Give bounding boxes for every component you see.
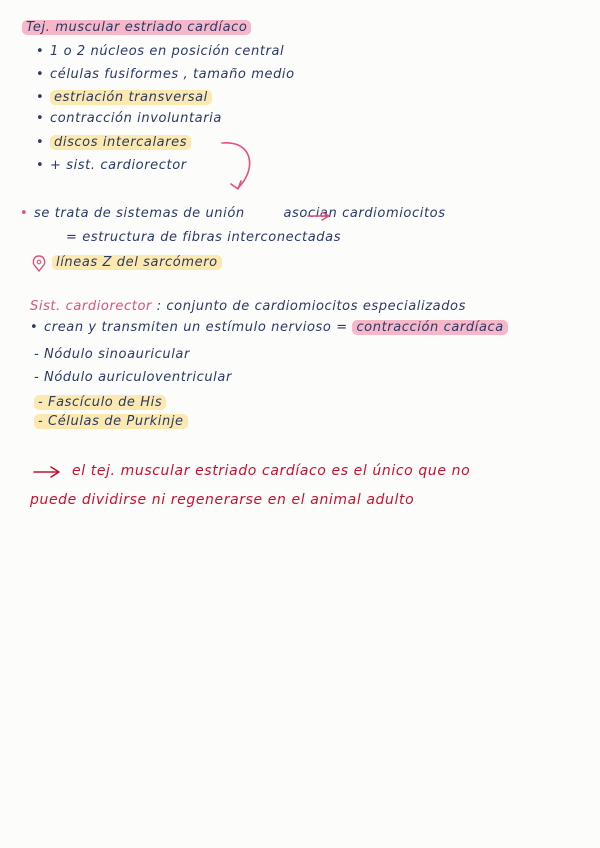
- union-line-2: [66, 230, 341, 245]
- bullet-text: 1 o 2 núcleos en posición central: [50, 44, 285, 59]
- union-text-b: asocian cardiomiocitos: [283, 206, 446, 221]
- conclusion-text-2: puede dividirse ni regenerarse en el animal adulto: [30, 492, 415, 508]
- bullet-item: [36, 158, 187, 173]
- bullet-text: contracción involuntaria: [50, 111, 222, 126]
- sist-definition: [30, 299, 466, 314]
- sist-text-a: crean y transmiten un estímulo nervioso =: [44, 320, 348, 335]
- sist-item-text: - Fascículo de His: [34, 395, 166, 410]
- bullet-text: discos intercalares: [50, 135, 191, 150]
- sist-line-2: [30, 320, 508, 335]
- conclusion-line-2: [30, 492, 414, 508]
- bullet-dot: •: [36, 90, 45, 105]
- bullet-text: + sist. cardiorector: [50, 158, 187, 173]
- bullet-dot: •: [36, 44, 45, 59]
- conclusion-text-1: el tej. muscular estriado cardíaco es el único que no: [72, 463, 471, 479]
- red-arrow-icon: [34, 467, 59, 477]
- page-title: [22, 20, 251, 35]
- bullet-dot: •: [36, 67, 45, 82]
- bullet-dot: •: [36, 111, 45, 126]
- bullet-text: estriación transversal: [50, 90, 212, 105]
- title-text: Tej. muscular estriado cardíaco: [22, 20, 251, 35]
- bullet-item: [36, 44, 284, 59]
- union-text-a: se trata de sistemas de unión: [34, 206, 245, 221]
- bullet-item: [36, 67, 295, 82]
- union-line-3: [32, 255, 222, 270]
- bullet-item: [36, 111, 222, 126]
- pink-bullet-dot: •: [20, 206, 29, 221]
- sist-item: [34, 347, 190, 362]
- bullet-dot: •: [36, 135, 45, 150]
- sist-definition-text: : conjunto de cardiomiocitos especializados: [156, 299, 466, 314]
- sist-text-b: contracción cardíaca: [352, 320, 507, 335]
- bullet-text: células fusiformes , tamaño medio: [50, 67, 295, 82]
- bullet-dot: •: [36, 158, 45, 173]
- union-text-3: líneas Z del sarcómero: [52, 255, 222, 270]
- bullet-dot: •: [30, 320, 39, 335]
- bullet-item: [36, 135, 191, 150]
- bullet-item: [36, 90, 212, 105]
- sist-item-text: - Nódulo auriculoventricular: [34, 370, 232, 385]
- curved-arrow-head-icon: [231, 181, 241, 189]
- conclusion-line-1: [72, 463, 470, 479]
- sist-item: [34, 414, 188, 429]
- sist-item-text: - Nódulo sinoauricular: [34, 347, 190, 362]
- sist-term: Sist. cardiorector: [30, 299, 152, 314]
- curved-arrow-icon: [222, 143, 250, 188]
- sist-item-text: - Células de Purkinje: [34, 414, 188, 429]
- union-text-2: = estructura de fibras interconectadas: [66, 230, 342, 245]
- sist-item: [34, 370, 232, 385]
- sist-item: [34, 395, 166, 410]
- union-line-1: [20, 206, 446, 221]
